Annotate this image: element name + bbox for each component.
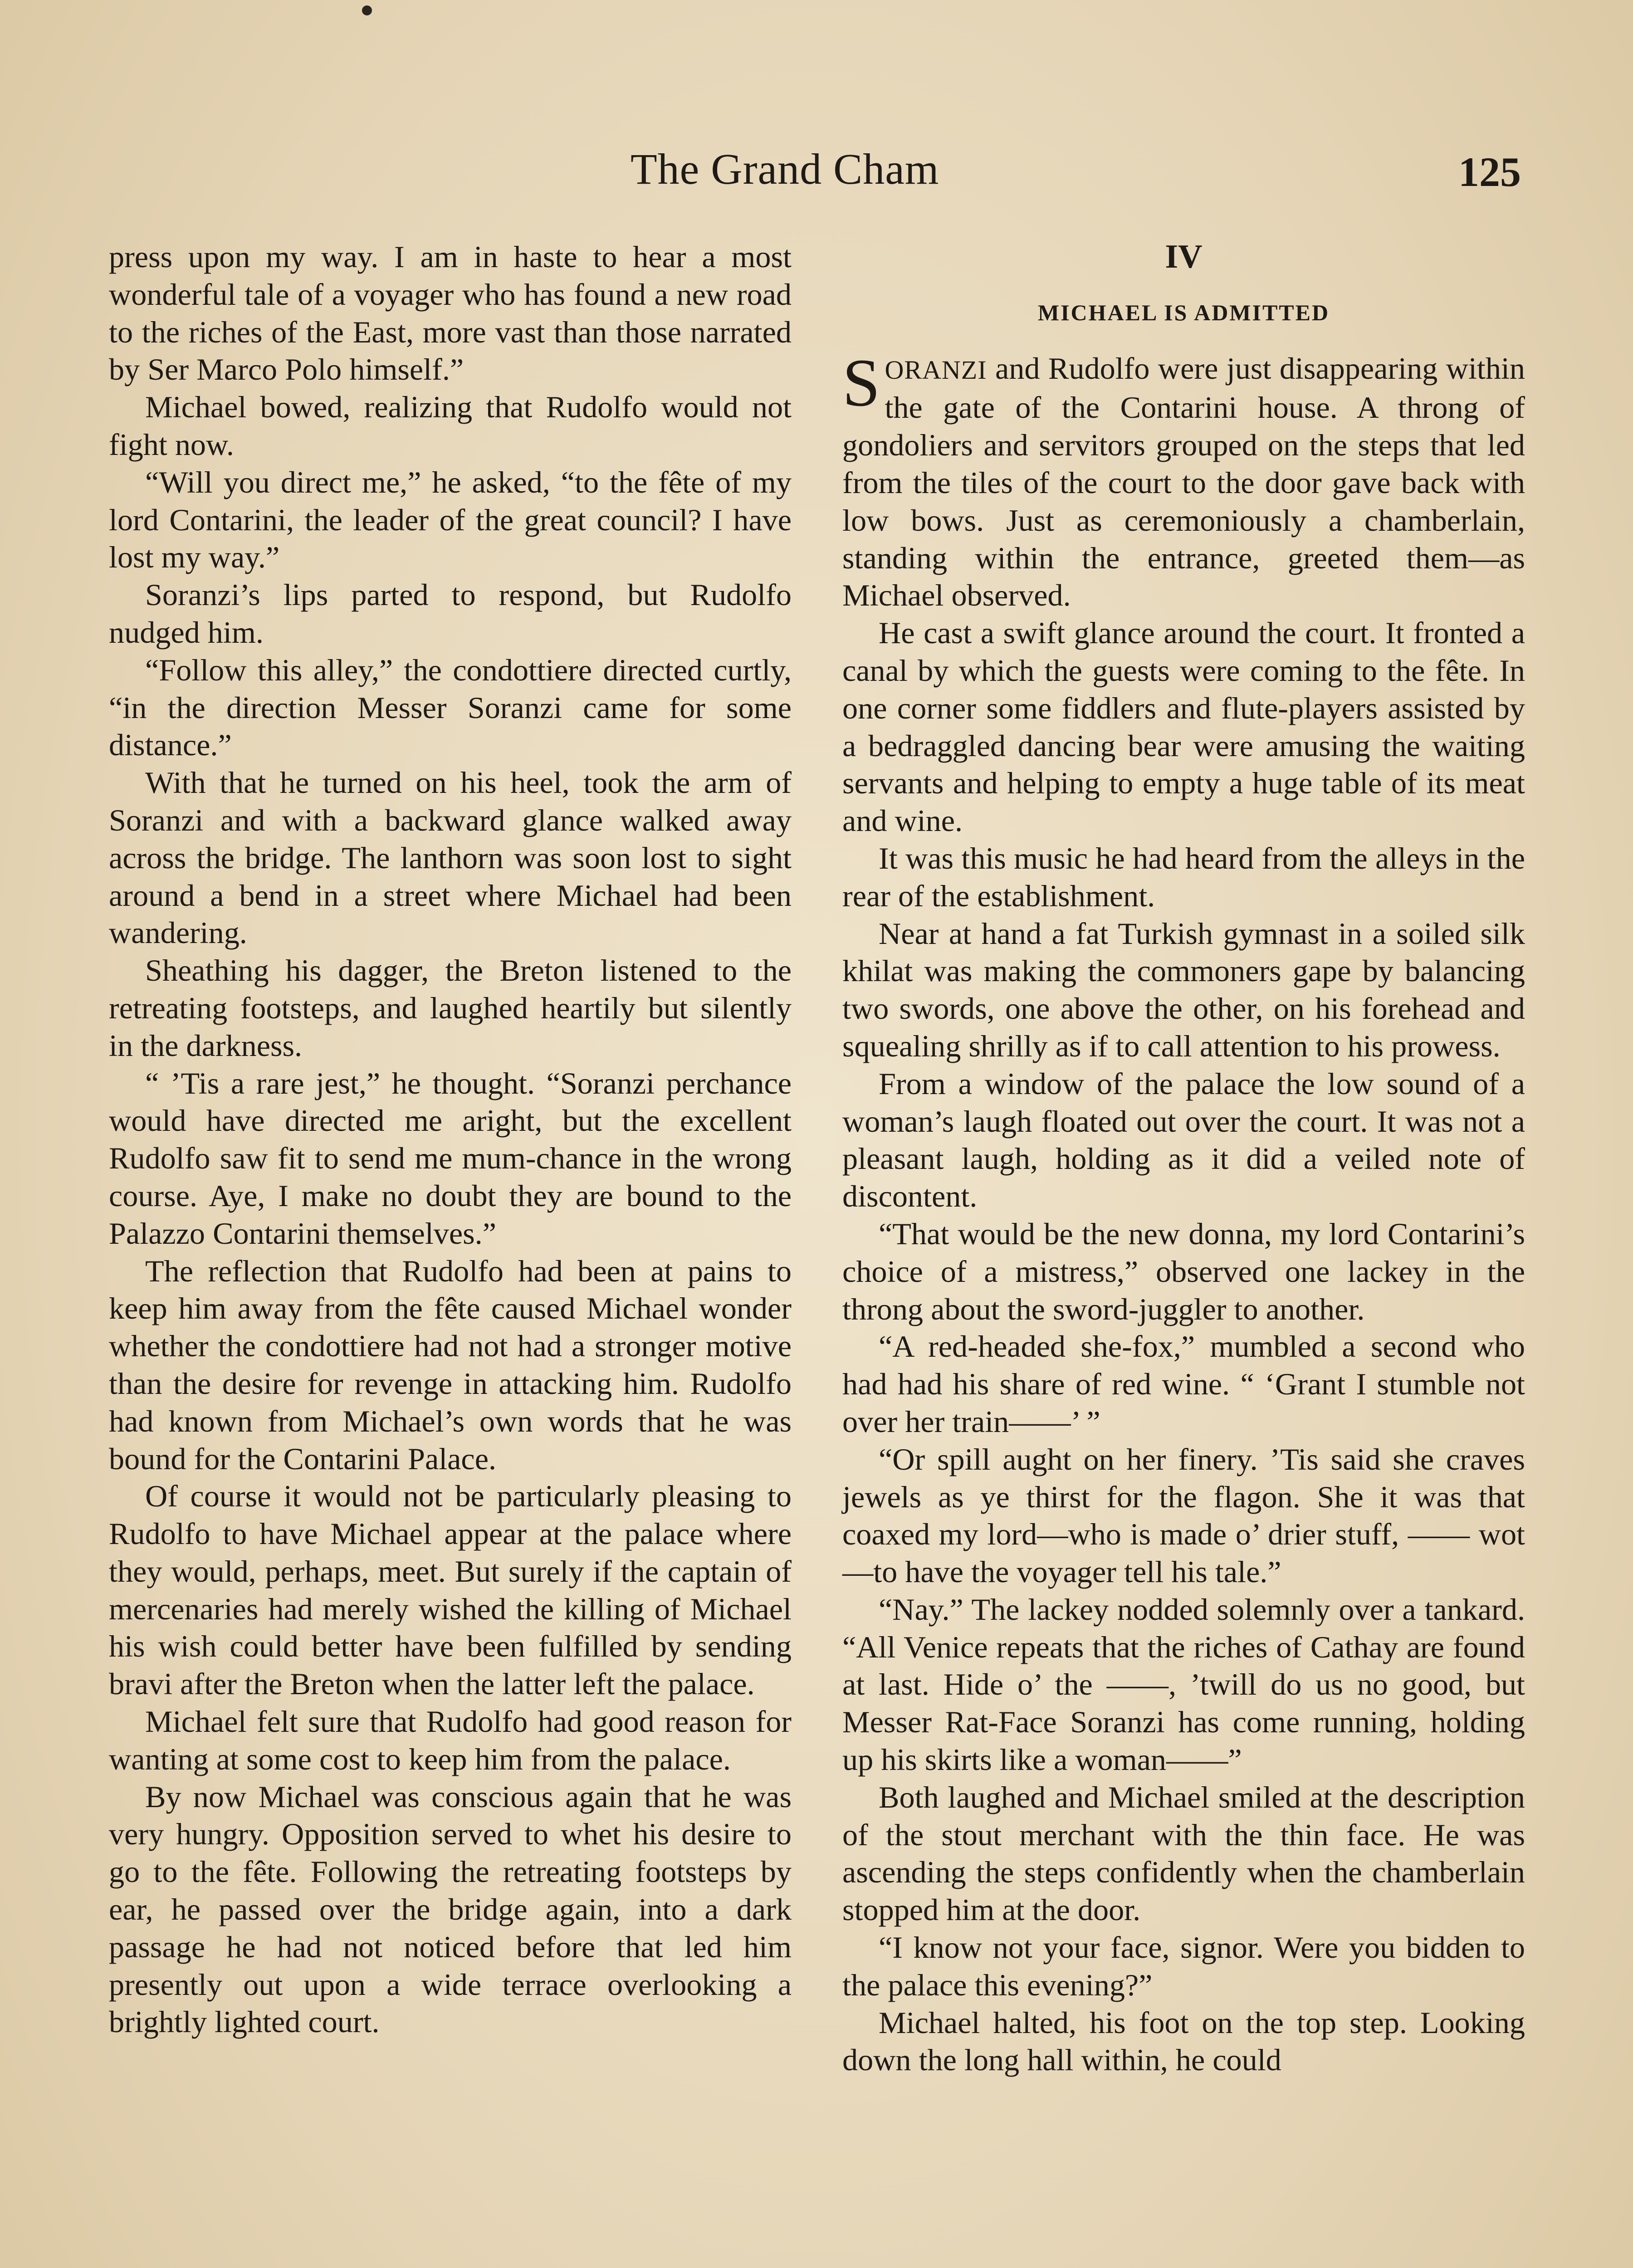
page-number: 125 <box>1458 149 1521 195</box>
paragraph: Michael bowed, realizing that Rudolfo would not fight now. <box>109 390 792 462</box>
opening-small-caps: ORANZI <box>885 355 987 385</box>
paragraph: The reflection that Rudolfo had been at pains to keep him away from the fête caused Michael wonder whether the condottiere had not had a stronger motive than the desire for revenge in attacking him. Rudolfo had known from Michael’s own words that he was bound for the Contarini Palace. <box>109 1253 792 1476</box>
paragraph: Near at hand a fat Turkish gymnast in a soiled silk khilat was making the commoners gape by balancing two swords, one above the other, on his forehead and squealing shrilly as if to call attention to his prowess. <box>842 916 1525 1063</box>
right-column <box>842 238 1525 2079</box>
paragraph: press upon my way. I am in haste to hear a most wonderful tale of a voyager who has found a new road to the riches of the East, more vast than those narrated by Ser Marco Polo himself.” <box>109 240 792 387</box>
paragraph: “Nay.” The lackey nodded solemnly over a tankard. “All Venice repeats that the riches of Cathay are found at last. Hide o’ the ——, ’twill do us no good, but Messer Rat-Face Soranzi has come running, holding up his skirts like a woman——” <box>842 1592 1525 1777</box>
paragraph: With that he turned on his heel, took the arm of Soranzi and with a backward glance walked away across the bridge. The lanthorn was soon lost to sight around a bend in a street where Michael had been wandering. <box>109 765 792 950</box>
paragraph: “Follow this alley,” the condottiere directed curtly, “in the direction Messer Soranzi came for some distance.” <box>109 652 792 763</box>
drop-cap: S <box>842 345 880 420</box>
book-title: The Grand Cham <box>631 145 939 193</box>
running-head <box>0 144 1633 199</box>
chapter-title: MICHAEL IS ADMITTED <box>1037 299 1330 325</box>
ink-dot <box>362 5 372 15</box>
paragraph: “Or spill aught on her finery. ’Tis said she craves jewels as ye thirst for the flagon. She it was that coaxed my lord—who is made o’ drier stuff, —— wot—to have the voyager tell his tale.” <box>842 1442 1525 1589</box>
paragraph: Both laughed and Michael smiled at the description of the stout merchant with the thin face. He was ascending the steps confidently when the chamberlain stopped him at the door. <box>842 1779 1525 1927</box>
paragraph: “Will you direct me,” he asked, “to the fête of my lord Contarini, the leader of the great council? I have lost my way.” <box>109 464 792 575</box>
paragraph: Sheathing his dagger, the Breton listened to the retreating footsteps, and laughed heartily but silently in the darkness. <box>109 953 792 1063</box>
chapter-numeral: IV <box>1165 238 1203 275</box>
paragraph: “That would be the new donna, my lord Contarini’s choice of a mistress,” observed one lackey in the throng about the sword-juggler to another. <box>842 1216 1525 1326</box>
paragraph: “ ’Tis a rare jest,” he thought. “Soranzi perchance would have directed me aright, but the excellent Rudolfo saw fit to send me mum-chance in the wrong course. Aye, I make no doubt they are bound to the Palazzo Contarini themselves.” <box>109 1066 792 1251</box>
chapter-opening-paragraph <box>842 345 1525 615</box>
left-column <box>109 238 792 2041</box>
paragraph: By now Michael was conscious again that he was very hungry. Opposition served to whet his desire to go to the fête. Following the retreating footsteps by ear, he passed over the bridge again, into a dark passage he had not noticed before that led him presently out upon a wide terrace overlooking a brightly lighted court. <box>109 1779 792 2039</box>
paragraph: He cast a swift glance around the court. It fronted a canal by which the guests were coming to the fête. In one corner some fiddlers and flute-players assisted by a bedraggled dancing bear were amusing the waiting servants and helping to empty a huge table of its meat and wine. <box>842 616 1525 838</box>
paragraph: “I know not your face, signor. Were you bidden to the palace this evening?” <box>842 1930 1525 2002</box>
paragraph: Of course it would not be particularly pleasing to Rudolfo to have Michael appear at the palace where they would, perhaps, meet. But surely if the captain of mercenaries had merely wished the killing of Michael his wish could better have been fulfilled by sending bravi after the Breton when the latter left the palace. <box>109 1479 792 1701</box>
paragraph: “A red-headed she-fox,” mumbled a second who had had his share of red wine. “ ‘Grant I stumble not over her train——’ ” <box>842 1329 1525 1439</box>
paragraph: From a window of the palace the low sound of a woman’s laugh floated out over the court. It was not a pleasant laugh, holding as it did a veiled note of discontent. <box>842 1066 1525 1214</box>
paragraph: Michael halted, his foot on the top step. Looking down the long hall within, he could <box>842 2005 1525 2077</box>
opening-text: and Rudolfo were just disappearing within the gate of the Contarini house. A throng of gondoliers and servitors grouped on the steps that led from the tiles of the court to the door gave back with low bows. Just as ceremoniously a chamberlain, standing within the entrance, greeted them—as Michael observed. <box>842 351 1525 613</box>
paragraph: Soranzi’s lips parted to respond, but Rudolfo nudged him. <box>109 577 792 650</box>
paragraph: It was this music he had heard from the alleys in the rear of the establishment. <box>842 841 1525 913</box>
paragraph: Michael felt sure that Rudolfo had good reason for wanting at some cost to keep him from the palace. <box>109 1704 792 1776</box>
